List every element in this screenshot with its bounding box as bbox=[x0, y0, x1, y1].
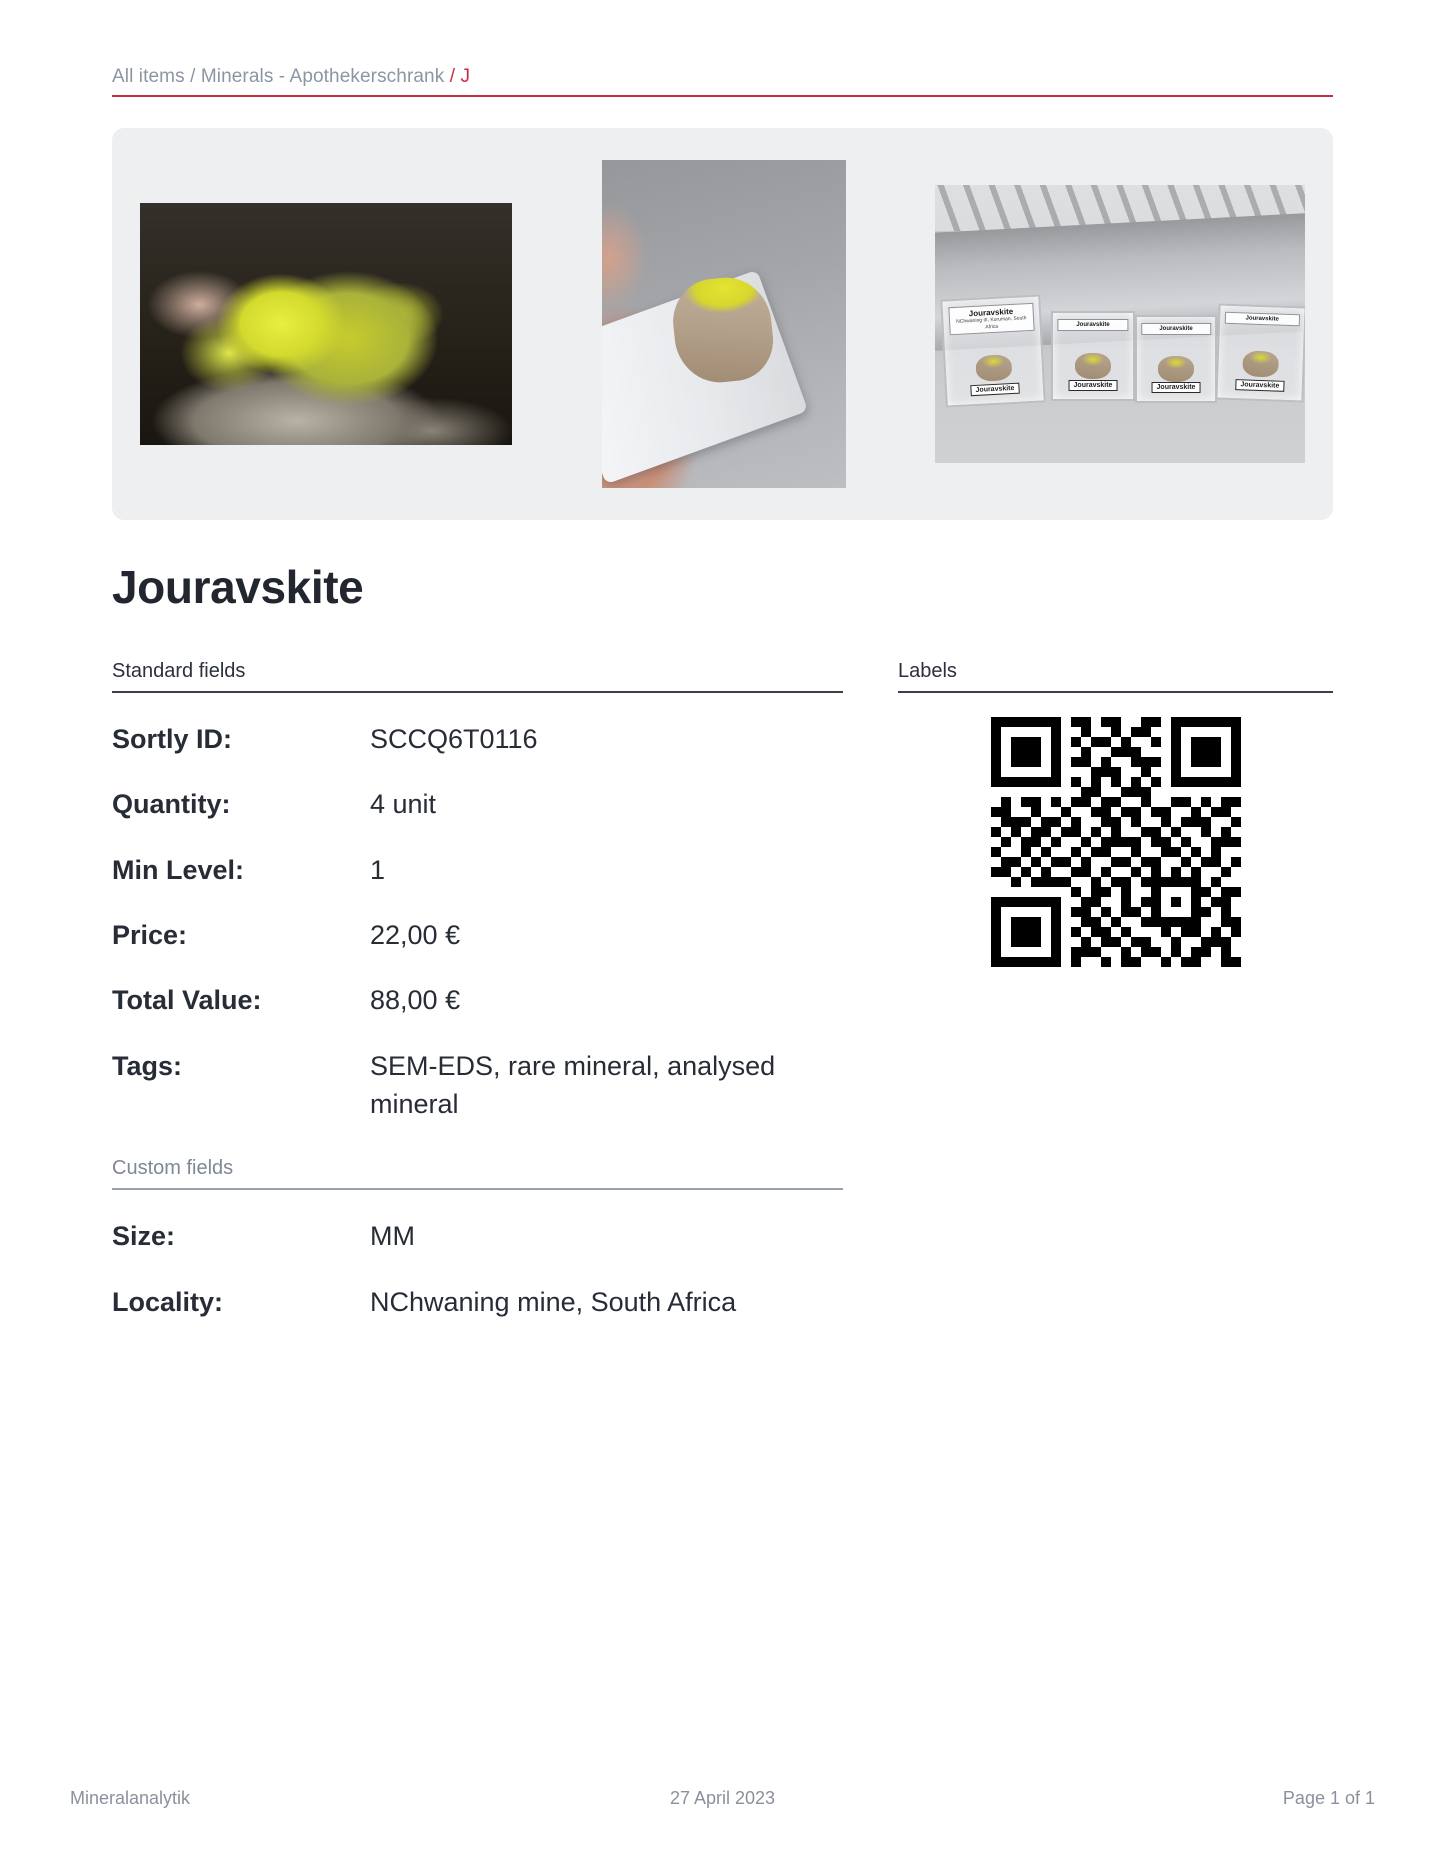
footer-date: 27 April 2023 bbox=[669, 1788, 776, 1808]
field-row-sortly-id bbox=[112, 720, 843, 758]
field-row-size bbox=[112, 1217, 843, 1255]
labels-section bbox=[898, 660, 1333, 967]
photo-banner bbox=[112, 128, 1333, 520]
specimen-photo-closeup bbox=[140, 203, 512, 445]
labels-heading: Labels bbox=[898, 660, 1333, 693]
field-value: NChwaning mine, South Africa bbox=[370, 1286, 737, 1317]
breadcrumb-current: J bbox=[460, 66, 471, 87]
field-row-price bbox=[112, 916, 843, 954]
field-row-quantity bbox=[112, 785, 843, 823]
field-label: Size: bbox=[112, 1221, 176, 1252]
specimen-label-chip: Jouravskite bbox=[1069, 380, 1118, 391]
custom-fields-heading: Custom fields bbox=[112, 1157, 843, 1190]
field-label: Locality: bbox=[112, 1286, 224, 1317]
standard-fields-section bbox=[112, 660, 843, 1321]
page-title: Jouravskite bbox=[112, 561, 364, 613]
footer-company: Mineralanalytik bbox=[70, 1788, 191, 1808]
breadcrumb-path: All items / Minerals - Apothekerschrank bbox=[112, 66, 445, 87]
box-lid-title: Jouravskite bbox=[968, 306, 1014, 319]
field-label: Sortly ID: bbox=[112, 724, 233, 754]
specimen-label-chip: Jouravskite bbox=[1235, 379, 1284, 392]
box-lid-subtitle: NChwaning III, Kuruman, South Africa bbox=[956, 315, 1027, 330]
box-lid-label bbox=[948, 303, 1034, 335]
box-lid-title: Jouravskite bbox=[1076, 322, 1110, 328]
field-value: 4 unit bbox=[370, 789, 437, 820]
footer-page-number: Page 1 of 1 bbox=[1282, 1788, 1375, 1808]
field-label: Total Value: bbox=[112, 985, 262, 1016]
custom-fields-section bbox=[112, 1157, 843, 1321]
box-lid-title: Jouravskite bbox=[1245, 315, 1279, 323]
breadcrumb-separator: / bbox=[449, 66, 456, 87]
field-row-tags bbox=[112, 1047, 843, 1124]
box-lid-label bbox=[1141, 323, 1211, 335]
breadcrumb bbox=[112, 0, 1333, 97]
field-label: Min Level: bbox=[112, 854, 245, 885]
field-row-locality bbox=[112, 1283, 843, 1321]
standard-fields-heading: Standard fields bbox=[112, 660, 843, 693]
boxed-mineral bbox=[975, 354, 1012, 382]
display-box bbox=[940, 294, 1046, 407]
box-lid-label bbox=[1057, 319, 1128, 331]
field-value: 22,00 € bbox=[370, 919, 461, 950]
field-value: 1 bbox=[370, 854, 386, 885]
field-value: SCCQ6T0116 bbox=[370, 724, 538, 754]
box-lid-title: Jouravskite bbox=[1159, 326, 1193, 332]
field-label: Tags: bbox=[112, 1050, 183, 1081]
display-box bbox=[1215, 303, 1305, 402]
qr-code bbox=[991, 717, 1241, 967]
field-value: SEM-EDS, rare mineral, analysed mineral bbox=[370, 1050, 776, 1119]
field-row-min-level bbox=[112, 851, 843, 889]
specimen-label-chip: Jouravskite bbox=[1152, 382, 1201, 393]
boxed-mineral bbox=[1158, 356, 1194, 382]
specimen-photo-collection bbox=[935, 185, 1305, 463]
specimen-label-chip: Jouravskite bbox=[970, 383, 1019, 397]
field-label: Quantity: bbox=[112, 789, 231, 820]
boxed-mineral bbox=[1242, 350, 1279, 377]
display-box bbox=[1135, 315, 1217, 403]
box-lid-label bbox=[1225, 312, 1300, 327]
field-label: Price: bbox=[112, 919, 188, 950]
field-value: 88,00 € bbox=[370, 985, 461, 1016]
display-box bbox=[1051, 311, 1135, 401]
boxed-mineral bbox=[1075, 353, 1111, 379]
field-row-total-value bbox=[112, 981, 843, 1019]
field-value: MM bbox=[370, 1221, 415, 1252]
specimen-photo-hand bbox=[602, 160, 846, 488]
